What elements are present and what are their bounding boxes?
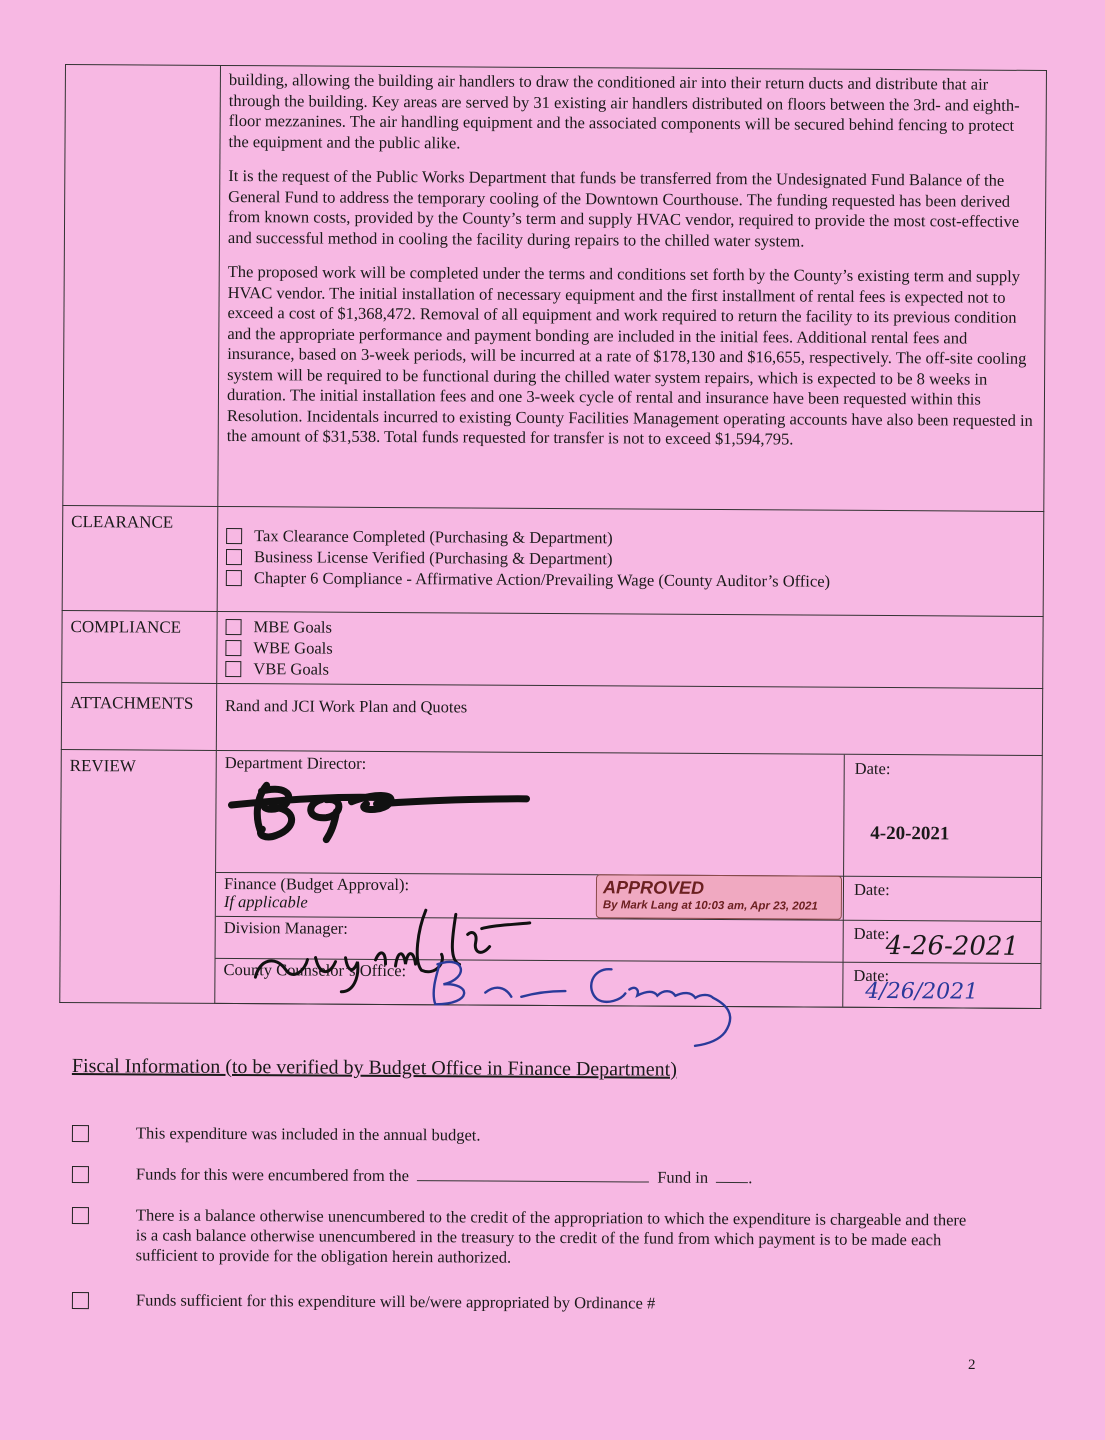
svg-text:4/26/2021: 4/26/2021 xyxy=(865,978,979,1005)
compliance-label: COMPLIANCE xyxy=(62,610,217,683)
stamp-subtitle: By Mark Lang at 10:03 am, Apr 23, 2021 xyxy=(602,899,818,913)
svg-text:4-26-2021: 4-26-2021 xyxy=(885,931,1020,962)
fiscal-item-2-prefix: Funds for this were encumbered from the xyxy=(135,1164,410,1186)
counselor-field[interactable] xyxy=(215,958,843,1007)
compliance-item-label: WBE Goals xyxy=(253,637,333,658)
review-cell xyxy=(215,750,1043,1008)
division-manager-label: Division Manager: xyxy=(223,917,348,938)
review-finance-row xyxy=(216,872,1041,922)
review-row xyxy=(60,749,1043,1008)
finance-label: Finance (Budget Approval): xyxy=(223,873,410,895)
attachments-cell xyxy=(216,683,1042,755)
compliance-item[interactable] xyxy=(225,658,1034,684)
date-label: Date: xyxy=(853,923,890,944)
division-date-field[interactable] xyxy=(844,920,1041,963)
fiscal-item-1 xyxy=(72,1123,1002,1149)
checkbox[interactable] xyxy=(226,548,242,564)
review-label: REVIEW xyxy=(60,749,217,1003)
division-date-handwritten xyxy=(884,926,1024,963)
attachments-label: ATTACHMENTS xyxy=(61,682,216,750)
division-field[interactable] xyxy=(216,916,844,962)
department-director-label: Department Director: xyxy=(224,752,367,773)
fiscal-item-2 xyxy=(72,1164,1002,1190)
fund-year-blank[interactable] xyxy=(716,1168,748,1183)
compliance-item-label: MBE Goals xyxy=(253,616,333,637)
compliance-item-label: VBE Goals xyxy=(253,658,329,679)
counselor-label: County Counselor’s Office: xyxy=(223,959,407,981)
compliance-cell xyxy=(217,611,1043,688)
fund-name-blank[interactable] xyxy=(417,1166,649,1182)
checkbox[interactable] xyxy=(72,1125,89,1142)
clearance-item[interactable] xyxy=(226,567,1035,593)
finance-date-field[interactable] xyxy=(844,876,1041,921)
clearance-item-label: Tax Clearance Completed (Purchasing & Department) xyxy=(254,525,613,547)
counselor-date-field[interactable] xyxy=(843,962,1040,1008)
narrative-row xyxy=(63,65,1047,512)
fiscal-item-3 xyxy=(72,1205,1002,1271)
date-label: Date: xyxy=(853,879,890,900)
clearance-row xyxy=(62,505,1044,616)
fiscal-item-2-middle: Fund in xyxy=(657,1167,709,1187)
clearance-label: CLEARANCE xyxy=(62,505,218,611)
finance-note: If applicable xyxy=(223,891,308,912)
compliance-row xyxy=(62,610,1043,688)
director-date-field[interactable] xyxy=(844,755,1042,877)
fiscal-item-text: There is a balance otherwise unencumbered to the credit of the appropriation to which the expenditure is chargeable and there is a cash balance otherwise unencumbered in the treasury to the credit of the fund from which payment is to be made each sufficient to provide for the obligation herein authorized. xyxy=(135,1205,967,1267)
narrative-paragraph-2: It is the request of the Public Works Department that funds be transferred from the Undesignated Fund Balance of the General Fund to address the temporary cooling of the Downtown Courthouse. The funding requested has been derived from known costs, provided by the County’s term and supply HVAC vendor, required to provide the most cost-effective and successful method in cooling the facility during repairs to the chilled water system. xyxy=(227,165,1020,251)
checkbox[interactable] xyxy=(226,618,242,634)
director-field[interactable] xyxy=(216,751,845,876)
clearance-item-label: Chapter 6 Compliance - Affirmative Action/Prevailing Wage (County Auditor’s Office) xyxy=(253,567,831,591)
director-date-value: 4-20-2021 xyxy=(870,822,950,845)
fiscal-item-4 xyxy=(72,1290,1002,1316)
checkbox[interactable] xyxy=(72,1207,89,1224)
checkbox[interactable] xyxy=(225,639,241,655)
narrative-cell xyxy=(218,65,1047,511)
narrative-paragraph-3: The proposed work will be completed under the terms and conditions set forth by the County’s existing term and supply HVAC vendor. The initial installation of necessary equipment and the first installment of rental fees is expected not to exceed a cost of $1,368,472. Removal of all equipment and work required to return the facility to its previous condition and the appropriate performance and payment bonding are included in the initial fees. Additional rental fees and insurance, based on 3-week periods, will be incurred at a rate of $178,130 and $16,655, respectively. The off-site cooling system will be required to be functional during the chilled water system repairs, which is expected to be 8 weeks in duration. The initial installation fees and one 3-week cycle of rental and insurance have been requested within this Resolution. Incidentals incurred to existing County Facilities Management operating accounts have also been requested in the amount of $31,538. Total funds requested for transfer is not to exceed $1,594,795. xyxy=(226,261,1033,449)
date-label: Date: xyxy=(853,965,890,986)
narrative-label-cell xyxy=(63,65,221,507)
page-number: 2 xyxy=(968,1357,976,1373)
clearance-item-label: Business License Verified (Purchasing & Department) xyxy=(253,546,613,568)
approval-form-table xyxy=(59,64,1047,1009)
approved-stamp xyxy=(596,874,842,920)
checkbox[interactable] xyxy=(226,527,242,543)
date-label: Date: xyxy=(854,758,891,779)
finance-field[interactable] xyxy=(216,872,844,920)
review-counselor-row xyxy=(215,958,1040,1009)
review-director-row xyxy=(216,751,1042,878)
checkbox[interactable] xyxy=(72,1292,89,1309)
fiscal-information-title: Fiscal Information (to be verified by Budget Office in Finance Department) xyxy=(71,1055,677,1081)
fiscal-item-text: Funds for this were encumbered from the Fund in . xyxy=(135,1164,753,1188)
attachments-row xyxy=(61,682,1042,755)
checkbox[interactable] xyxy=(72,1166,89,1183)
clearance-cell xyxy=(217,506,1044,616)
fiscal-item-text: This expenditure was included in the annual budget. xyxy=(135,1123,481,1145)
stamp-title: APPROVED xyxy=(602,877,705,898)
fiscal-item-text: Funds sufficient for this expenditure will be/were appropriated by Ordinance # xyxy=(135,1290,656,1313)
checkbox[interactable] xyxy=(226,569,242,585)
checkbox[interactable] xyxy=(225,660,241,676)
attachments-value: Rand and JCI Work Plan and Quotes xyxy=(225,695,468,717)
narrative-paragraph-1: building, allowing the building air handlers to draw the conditioned air into their return ducts and distribute that air through the building. Key areas are served by 31 existing air handlers distributed on floors between the 3rd- and eighth-floor mezzanines. The air handling equipment and the associated components will be secured behind fencing to protect the equipment and the public alike. xyxy=(228,70,1020,152)
director-signature xyxy=(226,777,536,849)
review-division-row xyxy=(216,916,1041,964)
